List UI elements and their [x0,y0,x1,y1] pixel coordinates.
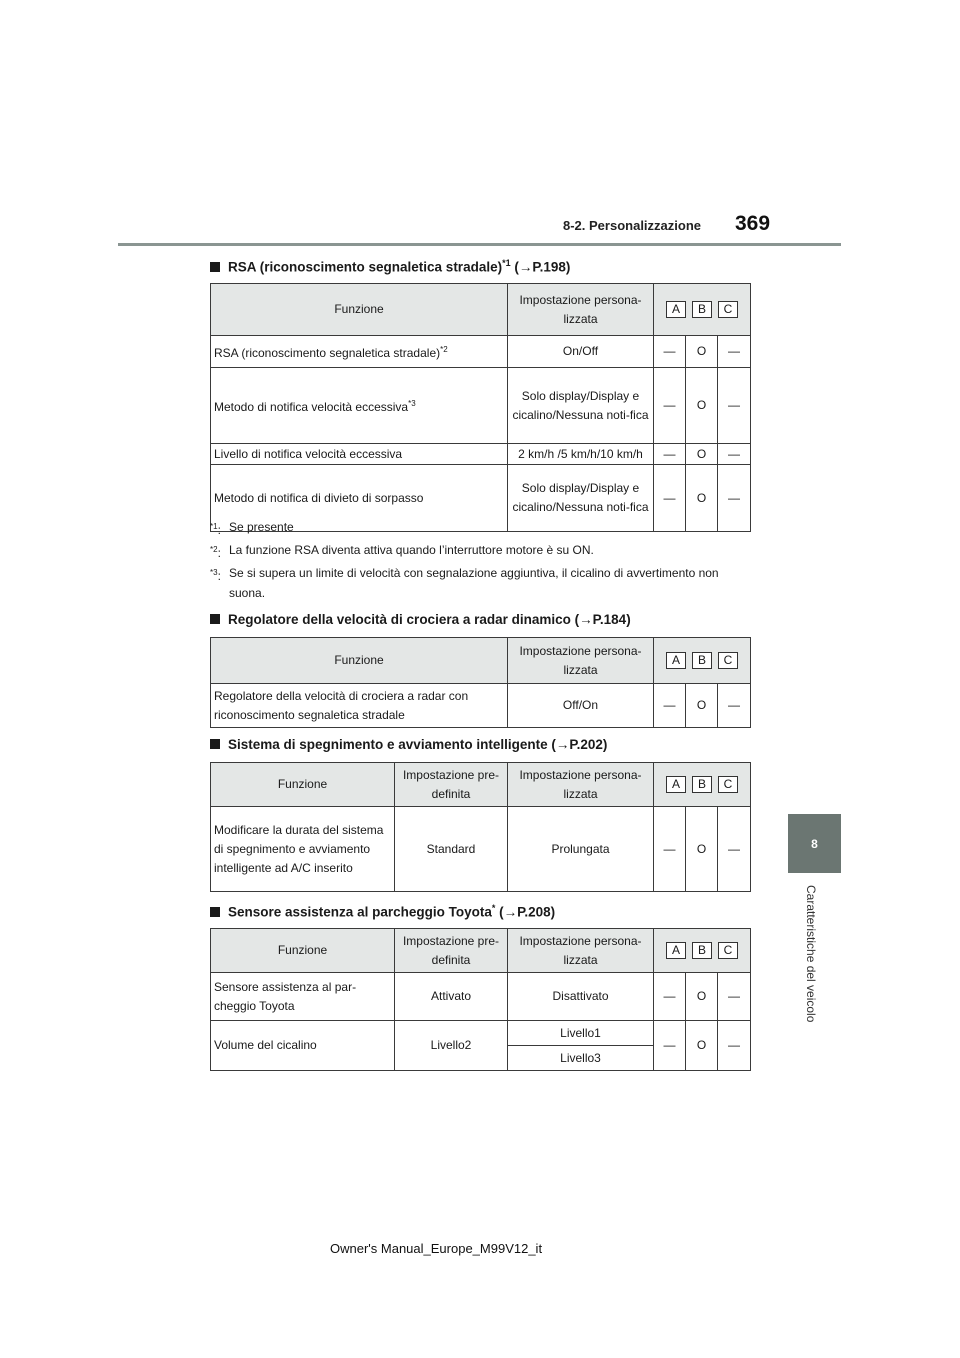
method-a-box: A [666,652,686,669]
method-b-cell: O [686,444,718,465]
method-b-cell: O [686,973,718,1021]
method-c-cell: — [718,336,751,368]
method-b-cell: O [686,1021,718,1071]
method-b-box: B [692,942,712,959]
custom-value: Solo display/Display e cicalino/Nessuna noti-fica [508,465,654,532]
square-bullet-icon [210,739,220,749]
column-header-abc [654,763,751,807]
column-header-custom: Impostazione persona-lizzata [508,284,654,336]
square-bullet-icon [210,262,220,272]
default-value: Attivato [395,973,508,1021]
table-row [211,336,751,368]
header-divider [118,243,841,246]
column-header-custom: Impostazione persona-lizzata [508,929,654,973]
page-reference: (→P.208) [499,904,556,920]
column-header-default: Impostazione pre-definita [395,929,508,973]
chapter-title [802,885,822,1045]
method-a-box: A [666,301,686,318]
method-b-cell: O [686,807,718,892]
method-b-box: B [692,776,712,793]
column-header-custom: Impostazione persona-lizzata [508,763,654,807]
page-number: 369 [735,212,771,235]
method-a-cell: — [654,973,686,1021]
custom-value: Off/On [508,684,654,728]
column-header-function: Funzione [211,284,508,336]
function-cell: Metodo di notifica velocità eccessiva$^{*3}$ [211,368,508,444]
column-header-function: Funzione [211,929,395,973]
method-c-cell: — [718,444,751,465]
table-row [211,807,751,892]
table-header-row [211,638,751,684]
function-cell: Regolatore della velocità di crociera a radar con riconoscimento segnaletica stradale [211,684,508,728]
square-bullet-icon [210,614,220,624]
table-header-row [211,929,751,973]
method-b-box: B [692,301,712,318]
table-row [211,368,751,444]
method-c-cell: — [718,368,751,444]
page-reference: (→P.184) [574,612,631,627]
column-header-function: Funzione [211,638,508,684]
table-header-row [211,284,751,336]
method-c-box: C [718,301,738,318]
function-cell: Sensore assistenza al par-cheggio Toyota [211,973,395,1021]
column-header-custom: Impostazione persona-lizzata [508,638,654,684]
column-header-abc [654,638,751,684]
column-header-default: Impostazione pre-definita [395,763,508,807]
method-a-box: A [666,942,686,959]
method-c-box: C [718,776,738,793]
chapter-number: 8 [811,836,818,851]
default-value: Standard [395,807,508,892]
method-c-box: C [718,942,738,959]
page-reference: (→P.202) [551,737,608,752]
footnote: $^{*2}$: La funzione RSA diventa attiva quando l’interruttore motore è su ON. [210,543,594,560]
table-header-row [211,763,751,807]
method-c-cell: — [718,684,751,728]
custom-value: Disattivato [508,973,654,1021]
section-heading-rsa: RSA (riconoscimento segnaletica stradale)$^{*1}$ (→P.198) [210,258,570,275]
method-a-cell: — [654,336,686,368]
cruise-control-table [210,637,751,728]
custom-value: Solo display/Display e cicalino/Nessuna noti-fica [508,368,654,444]
chapter-tab [788,814,841,873]
custom-value: 2 km/h /5 km/h/10 km/h [508,444,654,465]
custom-value: On/Off [508,336,654,368]
method-b-cell: O [686,336,718,368]
default-value: Livello2 [395,1021,508,1071]
function-cell: Volume del cicalino [211,1021,395,1071]
table-row [211,1021,751,1046]
function-cell: Livello di notifica velocità eccessiva [211,444,508,465]
method-a-cell: — [654,444,686,465]
method-b-cell: O [686,368,718,444]
square-bullet-icon [210,907,220,917]
table-row [211,973,751,1021]
method-a-cell: — [654,368,686,444]
chapter-title-text: Caratteristiche del veicolo [804,885,818,1023]
function-cell: Modificare la durata del sistema di spegnimento e avviamento intelligente ad A/C inserito [211,807,395,892]
parking-sensor-table [210,928,751,1071]
method-a-cell: — [654,684,686,728]
page-reference: (→P.198) [514,259,571,275]
method-a-cell: — [654,465,686,532]
method-c-cell: — [718,973,751,1021]
function-cell: Metodo di notifica di divieto di sorpasso [211,465,508,532]
method-c-cell: — [718,465,751,532]
method-b-cell: O [686,465,718,532]
method-a-box: A [666,776,686,793]
function-cell: RSA (riconoscimento segnaletica stradale)$^{*2}$ [211,336,508,368]
method-a-cell: — [654,1021,686,1071]
method-b-box: B [692,652,712,669]
rsa-table [210,283,751,532]
table-row [211,684,751,728]
custom-value: Livello1 [508,1021,654,1046]
footer-text: Owner's Manual_Europe_M99V12_it [330,1241,543,1256]
column-header-abc [654,284,751,336]
table-row [211,444,751,465]
method-c-cell: — [718,1021,751,1071]
footnote: $^{*3}$: Se si supera un limite di velocità con segnalazione aggiuntiva, il cicalino di avvertimento non suona. [210,566,719,600]
custom-value: Livello3 [508,1046,654,1071]
section-heading-parking-sensor: Sensore assistenza al parcheggio Toyota* (→P.208) [210,903,555,920]
section-title: 8-2. Personalizzazione [563,218,701,233]
custom-value: Prolungata [508,807,654,892]
method-b-cell: O [686,684,718,728]
column-header-function: Funzione [211,763,395,807]
method-a-cell: — [654,807,686,892]
section-heading-stop-start: Sistema di spegnimento e avviamento intelligente (→P.202) [210,737,607,752]
method-c-cell: — [718,807,751,892]
stop-start-table [210,762,751,892]
method-c-box: C [718,652,738,669]
footnotes [210,517,750,606]
footnote: $^{*1}$: Se presente [210,520,294,537]
section-heading-cruise-control: Regolatore della velocità di crociera a radar dinamico (→P.184) [210,612,631,627]
column-header-abc [654,929,751,973]
